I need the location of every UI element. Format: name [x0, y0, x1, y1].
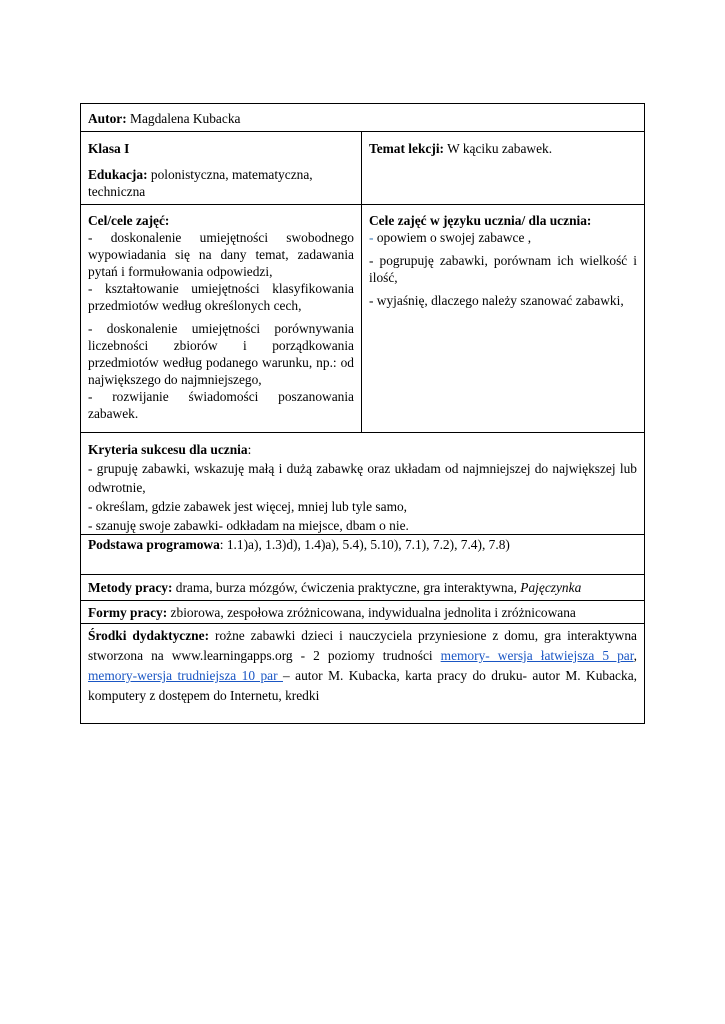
criteria-item: - określam, gdzie zabawek jest więcej, mniej lub tyle samo, — [88, 499, 408, 514]
criteria-item: - szanuję swoje zabawki- odkładam na miejsce, dbam o nie. — [88, 518, 409, 533]
class-cell — [81, 132, 362, 204]
student-goal-item: - wyjaśnię, dlaczego należy szanować zabawki, — [369, 293, 624, 308]
topic-label: Temat lekcji: — [369, 141, 444, 156]
student-goal-dash: - — [369, 230, 374, 245]
materials-text-end: – autor M. Kubacka, karta pracy do druku- autor M. Kubacka, komputery z dostępem do Internetu, kredki — [88, 668, 637, 703]
curriculum-row — [81, 535, 644, 575]
criteria-colon: : — [247, 442, 252, 457]
goal-item: - kształtowanie umiejętności klasyfikowania przedmiotów według określonych cech, — [88, 281, 354, 313]
materials-separator: , — [633, 648, 637, 663]
methods-italic: Pajęczynka — [520, 580, 582, 595]
forms-value: zbiorowa, zespołowa zróżnicowana, indywidualna jednolita i zróżnicowana — [167, 605, 576, 620]
goal-item: - rozwijanie świadomości poszanowania zabawek. — [88, 389, 354, 421]
goals-label: Cel/cele zajęć: — [88, 213, 170, 228]
education-label: Edukacja: — [88, 167, 148, 182]
forms-row — [81, 601, 644, 624]
goal-item: - doskonalenie umiejętności porównywania liczebności zbiorów i porządkowania przedmiotów według podanego warunku, np.: od największego do najmniejszego, — [88, 321, 354, 387]
easy-memory-link[interactable]: memory- wersja łatwiejsza 5 par — [440, 648, 634, 663]
lesson-plan-table — [80, 103, 645, 724]
student-goals-cell — [362, 205, 644, 432]
author-row — [81, 104, 644, 132]
hard-memory-link[interactable]: memory-wersja trudniejsza 10 par — [88, 668, 283, 683]
student-goals-label: Cele zajęć w języku ucznia/ dla ucznia: — [369, 213, 592, 228]
goals-cell — [81, 205, 362, 432]
topic-value: W kąciku zabawek. — [444, 141, 553, 156]
topic-cell — [362, 132, 644, 204]
author-value: Magdalena Kubacka — [126, 111, 241, 126]
curriculum-label: Podstawa programowa — [88, 537, 220, 552]
methods-label: Metody pracy: — [88, 580, 173, 595]
criteria-row — [81, 433, 644, 535]
goals-row — [81, 205, 644, 433]
methods-row — [81, 575, 644, 601]
student-goal-item: - pogrupuję zabawki, porównam ich wielkość i ilość, — [369, 253, 637, 285]
criteria-label: Kryteria sukcesu dla ucznia — [88, 442, 248, 457]
student-goal-item: opowiem o swojej zabawce , — [373, 230, 532, 245]
class-topic-row — [81, 132, 644, 205]
education-value: polonistyczna, matematyczna, techniczna — [88, 167, 313, 199]
criteria-item: - grupuję zabawki, wskazuję małą i dużą zabawkę oraz układam od najmniejszej do największej lub odwrotnie, — [88, 461, 637, 495]
author-label: Autor: — [88, 111, 127, 126]
materials-text: rożne zabawki dzieci i nauczyciela przyniesione z domu, gra interaktywna stworzona na www.learningapps.org - 2 poziomy trudności — [88, 628, 637, 663]
materials-row — [81, 624, 644, 723]
methods-value: drama, burza mózgów, ćwiczenia praktyczne, gra interaktywna, — [172, 580, 521, 595]
goal-item: - doskonalenie umiejętności swobodnego wypowiadania się na dany temat, zadawania pytań i formułowania odpowiedzi, — [88, 230, 354, 279]
materials-label: Środki dydaktyczne: — [88, 628, 210, 643]
class-label: Klasa I — [88, 141, 130, 156]
forms-label: Formy pracy: — [88, 605, 168, 620]
curriculum-value: : 1.1)a), 1.3)d), 1.4)a), 5.4), 5.10), 7.1), 7.2), 7.4), 7.8) — [219, 537, 510, 552]
